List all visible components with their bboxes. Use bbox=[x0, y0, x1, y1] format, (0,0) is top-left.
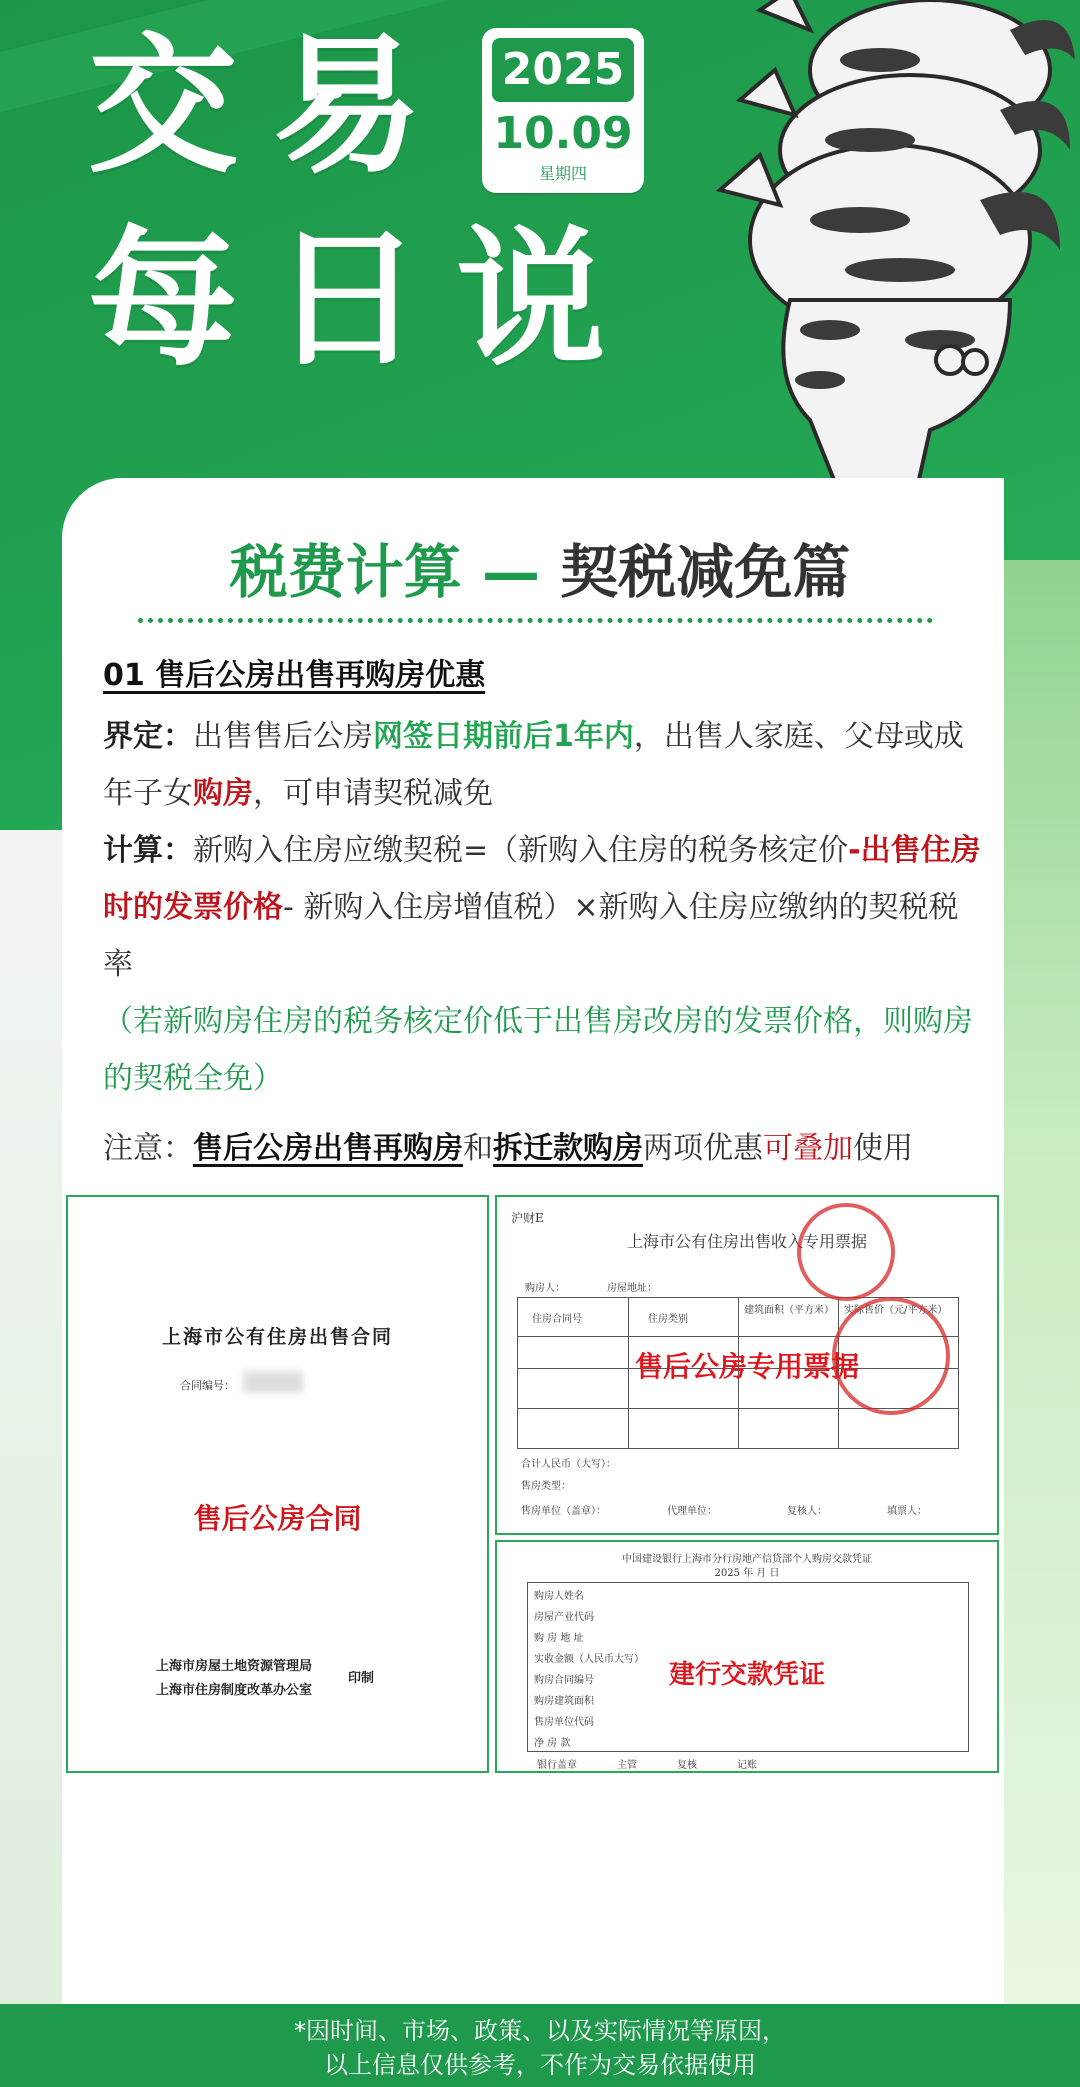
receipt-image bbox=[495, 1195, 999, 1535]
date-weekday: 星期四 bbox=[538, 164, 587, 183]
receipt-col-1: 住房合同号 bbox=[532, 1314, 582, 1325]
cat-illustration bbox=[680, 0, 1080, 540]
voucher-date: 2025 年 月 日 bbox=[714, 1568, 780, 1579]
definition-text-2: ，出售人家庭、父母或成年子女 bbox=[103, 719, 964, 811]
voucher-image bbox=[495, 1540, 999, 1773]
disclaimer-footer bbox=[0, 2004, 1080, 2087]
attention-and: 和 bbox=[463, 1131, 493, 1166]
receipt-payee: 填票人： bbox=[887, 1506, 927, 1517]
receipt-agent: 代理单位： bbox=[667, 1506, 717, 1517]
attention-highlight: 可叠加 bbox=[763, 1131, 853, 1166]
voucher-row-4: 实收金额（人民币大写） bbox=[534, 1654, 644, 1665]
receipt-seller: 售房单位（盖章）： bbox=[521, 1506, 606, 1517]
receipt-buyer: 购房人： bbox=[525, 1283, 565, 1294]
definition-label: 界定： bbox=[103, 719, 193, 754]
voucher-label: 建行交款凭证 bbox=[668, 1660, 825, 1690]
voucher-row-2: 房屋产业代码 bbox=[534, 1612, 594, 1623]
section-heading: 01 售后公房出售再购房优惠 bbox=[103, 658, 486, 693]
attention-end: 使用 bbox=[853, 1131, 913, 1166]
date-day: 10.09 bbox=[493, 108, 633, 159]
attention-item-1: 售后公房出售再购房 bbox=[193, 1131, 463, 1166]
contract-number-blurred bbox=[243, 1371, 303, 1393]
contract-image bbox=[66, 1195, 489, 1773]
receipt-col-2: 住房类别 bbox=[648, 1314, 688, 1325]
receipt-address: 房屋地址： bbox=[607, 1283, 657, 1294]
card-title-topic: 税费计算 — bbox=[229, 538, 540, 606]
card-title-sub: 契税减免篇 bbox=[560, 538, 851, 606]
attention-mid: 两项优惠 bbox=[643, 1131, 763, 1166]
voucher-foot: 银行盖章 主管 复核 记账 bbox=[537, 1760, 757, 1771]
dotted-divider bbox=[138, 618, 933, 623]
red-seal-stamp bbox=[797, 1203, 895, 1301]
calculation-text-1: 新购入住房应缴契税=（新购入住房的税务核定价 bbox=[193, 833, 849, 868]
voucher-row-7: 售房单位代码 bbox=[534, 1717, 594, 1728]
title-line-1: 交易 bbox=[88, 20, 457, 194]
title-line-2: 每日说 bbox=[88, 213, 641, 387]
calculation-text-2: - 新购入住房增值税）×新购入住房应缴纳的契税税率 bbox=[103, 890, 959, 982]
definition-text-3: ，可申请契税减免 bbox=[253, 776, 493, 811]
red-seal-stamp-2 bbox=[832, 1297, 950, 1415]
receipt-corner: 沪财E bbox=[511, 1211, 544, 1225]
voucher-title: 中国建设银行上海市分行房地产信贷部个人购房交款凭证 bbox=[622, 1554, 872, 1565]
receipt-col-4: 实际售价（元/平方米） bbox=[844, 1305, 948, 1316]
voucher-row-5: 购房合同编号 bbox=[534, 1675, 594, 1686]
contract-title: 上海市公有住房出售合同 bbox=[161, 1326, 393, 1348]
attention-item-2: 拆迁款购房 bbox=[493, 1131, 643, 1166]
calculation-label: 计算： bbox=[103, 833, 193, 868]
disclaimer-line-2: 以上信息仅供参考，不作为交易依据使用 bbox=[324, 2051, 756, 2079]
receipt-type: 售房类型： bbox=[521, 1481, 571, 1492]
contract-number-label: 合同编号： bbox=[180, 1379, 235, 1392]
right-gradient-strip bbox=[1000, 560, 1080, 2010]
date-year: 2025 bbox=[492, 38, 634, 102]
receipt-total: 合计人民币（大写）： bbox=[521, 1459, 616, 1470]
voucher-row-3: 购 房 地 址 bbox=[534, 1633, 584, 1644]
voucher-row-8: 净 房 款 bbox=[534, 1738, 571, 1749]
contract-label: 售后公房合同 bbox=[193, 1502, 362, 1535]
receipt-title: 上海市公有住房出售收入专用票据 bbox=[626, 1232, 867, 1251]
contract-print: 印制 bbox=[348, 1671, 375, 1686]
card-title bbox=[0, 525, 1080, 609]
attention-paragraph bbox=[103, 1120, 983, 1177]
voucher-row-6: 购房建筑面积 bbox=[534, 1696, 594, 1707]
contract-issuer-2: 上海市住房制度改革办公室 bbox=[156, 1683, 313, 1698]
calculation-paragraph bbox=[103, 822, 983, 993]
contract-issuers bbox=[156, 1655, 312, 1703]
definition-highlight-2: 购房 bbox=[193, 776, 253, 811]
attention-label: 注意： bbox=[103, 1131, 193, 1166]
calculation-highlight: -出售住房时的发票价格 bbox=[103, 833, 981, 925]
voucher-row-1: 购房人姓名 bbox=[534, 1591, 584, 1602]
disclaimer-line-1: *因时间、市场、政策、以及实际情况等原因， bbox=[294, 2017, 786, 2045]
contract-issuer-1: 上海市房屋土地资源管理局 bbox=[156, 1659, 313, 1674]
definition-text-1: 出售售后公房 bbox=[193, 719, 373, 754]
receipt-checker: 复核人： bbox=[787, 1506, 827, 1517]
left-gradient-strip bbox=[0, 830, 70, 2010]
definition-paragraph bbox=[103, 708, 983, 822]
definition-highlight-1: 网签日期前后1年内 bbox=[373, 719, 634, 754]
receipt-col-3: 建筑面积（平方米） bbox=[744, 1305, 834, 1316]
date-badge bbox=[482, 28, 644, 193]
note-paragraph: （若新购房住房的税务核定价低于出售房改房的发票价格，则购房的契税全免） bbox=[103, 1004, 973, 1096]
receipt-label: 售后公房专用票据 bbox=[634, 1350, 859, 1383]
